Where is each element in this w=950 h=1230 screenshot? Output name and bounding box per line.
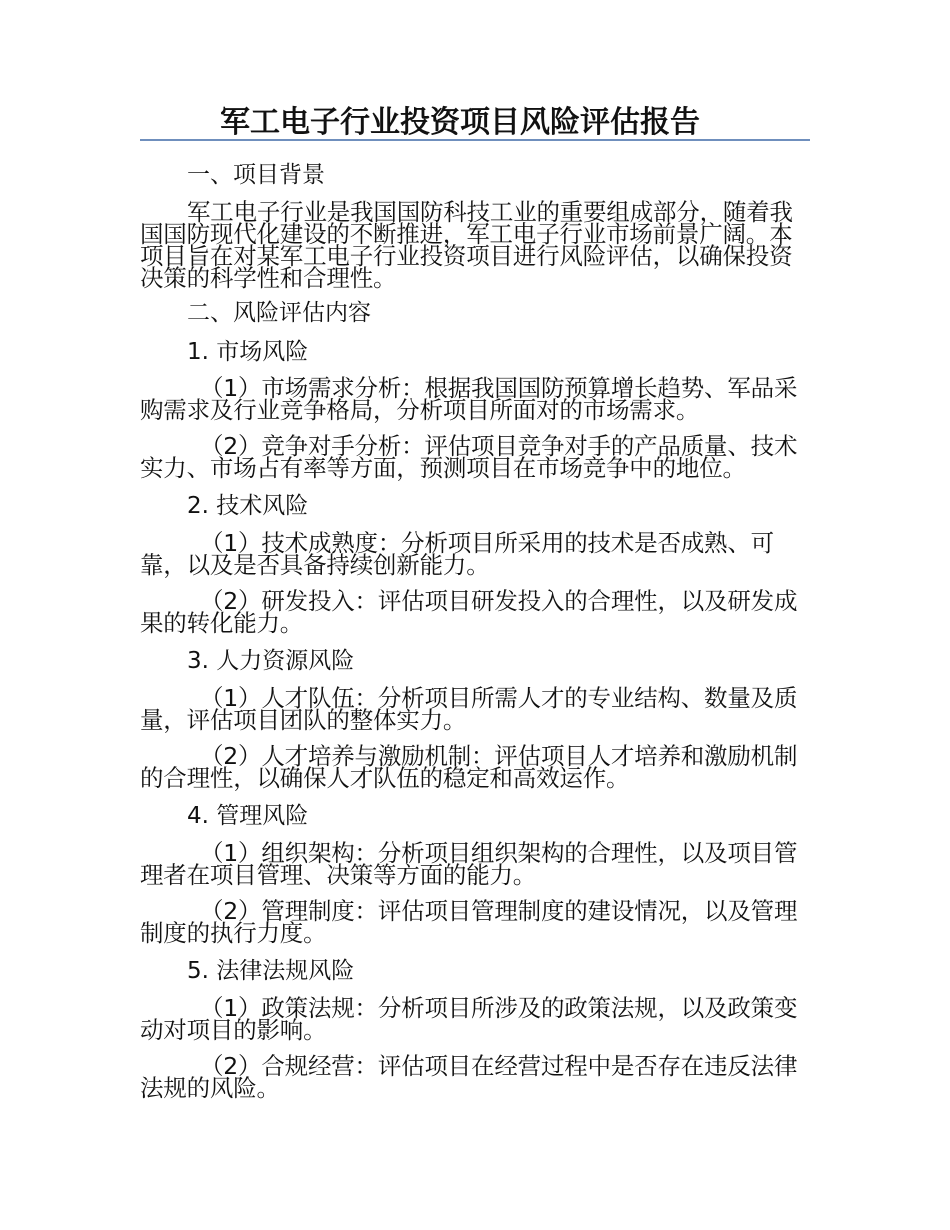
section-heading-background: 一、项目背景 (187, 162, 325, 188)
section-heading-assessment: 二、风险评估内容 (187, 300, 371, 326)
subsection-heading-technology: 2. 技术风险 (187, 493, 309, 519)
management-item-1: （1）组织架构：分析项目组织架构的合理性，以及项目管理者在项目管理、决策等方面的能力。 (140, 839, 798, 889)
legal-item-2: （2）合规经营：评估项目在经营过程中是否存在违反法律法规的风险。 (140, 1052, 798, 1102)
document-title: 军工电子行业投资项目风险评估报告 (220, 105, 700, 140)
title-underline (140, 139, 810, 141)
subsection-heading-market: 1. 市场风险 (187, 339, 309, 365)
hr-item-2: （2）人才培养与激励机制：评估项目人才培养和激励机制的合理性，以确保人才队伍的稳定和高效运作。 (140, 742, 798, 792)
market-item-2: （2）竞争对手分析：评估项目竞争对手的产品质量、技术实力、市场占有率等方面，预测项目在市场竞争中的地位。 (140, 432, 798, 482)
subsection-heading-hr: 3. 人力资源风险 (187, 648, 355, 674)
technology-item-2: （2）研发投入：评估项目研发投入的合理性，以及研发成果的转化能力。 (140, 587, 798, 637)
technology-item-1: （1）技术成熟度：分析项目所采用的技术是否成熟、可靠，以及是否具备持续创新能力。 (140, 529, 774, 579)
management-item-2: （2）管理制度：评估项目管理制度的建设情况，以及管理制度的执行力度。 (140, 897, 798, 947)
hr-item-1: （1）人才队伍：分析项目所需人才的专业结构、数量及质量，评估项目团队的整体实力。 (140, 684, 798, 734)
subsection-heading-management: 4. 管理风险 (187, 803, 309, 829)
background-paragraph: 军工电子行业是我国国防科技工业的重要组成部分，随着我国国防现代化建设的不断推进，军工电子行业市场前景广阔。本项目旨在对某军工电子行业投资项目进行风险评估，以确保投资决策的科学性和合理性。 (140, 198, 793, 292)
subsection-heading-legal: 5. 法律法规风险 (187, 958, 355, 984)
market-item-1: （1）市场需求分析：根据我国国防预算增长趋势、军品采购需求及行业竞争格局，分析项目所面对的市场需求。 (140, 374, 798, 424)
legal-item-1: （1）政策法规：分析项目所涉及的政策法规，以及政策变动对项目的影响。 (140, 994, 798, 1044)
